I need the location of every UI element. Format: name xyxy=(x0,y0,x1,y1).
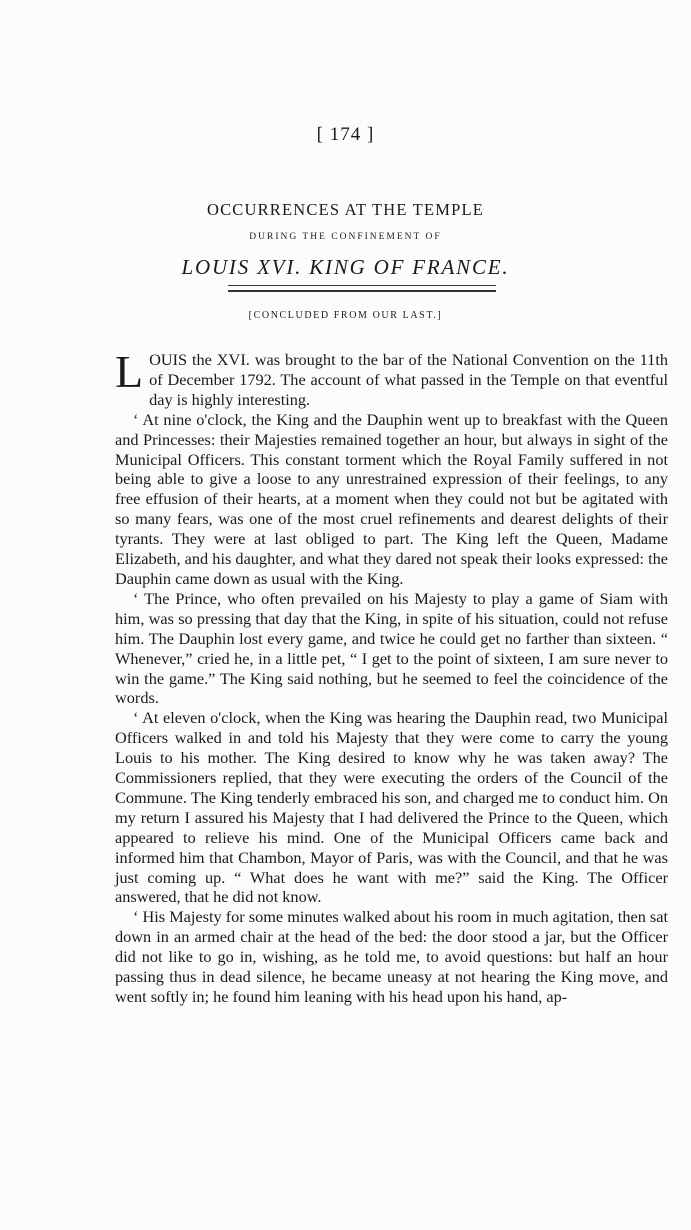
concluded-note: [CONCLUDED FROM OUR LAST.] xyxy=(248,310,443,321)
drop-cap: L xyxy=(115,346,144,397)
page-number: [ 174 ] xyxy=(316,124,375,145)
article-body xyxy=(115,346,668,1007)
article-subtitle: DURING THE CONFINEMENT OF xyxy=(249,232,442,242)
article-title: OCCURRENCES AT THE TEMPLE xyxy=(206,200,485,219)
paragraph: ‘ His Majesty for some minutes walked about his room in much agitation, then sat down in an armed chair at the head of the bed: the door stood a jar, but the Officer did not like to go in, wishing, as he told me, to avoid questions: but half an hour passing thus in dead silence, he became uneasy at not hearing the King move, and went softly in; he found him leaning with his head upon his hand, ap- xyxy=(115,907,668,1006)
paragraph: ‘ At eleven o'clock, when the King was hearing the Dauphin read, two Municipal Officers walked in and told his Majesty that they were come to carry the young Louis to his mother. The King desired to know why he was taken away? The Commissioners replied, that they were executing the orders of the Council of the Commune. The King tenderly embraced his son, and charged me to conduct him. On my return I assured his Majesty that I had delivered the Prince to the Queen, which appeared to relieve his mind. One of the Municipal Officers came back and informed him that Chambon, Mayor of Paris, was with the Council, and that he was just coming up. “ What does he want with me?” said the King. The Officer answered, that he did not know. xyxy=(115,708,668,907)
paragraph: ‘ At nine o'clock, the King and the Dauphin went up to breakfast with the Queen and Princesses: their Majesties remained together an hour, but always in sight of the Municipal Officers. This constant torment which the Royal Family suffered in not being able to give a loose to any unrestrained expression of their feelings, to any free effusion of their hearts, at a moment when they could not but be agitated with so many fears, was one of the most cruel refinements and dearest delights of their tyrants. They were at last obliged to part. The King left the Queen, Madame Elizabeth, and his daughter, and what they dared not speak their looks expressed: the Dauphin came down as usual with the King. xyxy=(115,409,668,588)
main-heading: LOUIS XVI. KING OF FRANCE. xyxy=(181,255,510,279)
heading-rule-thick xyxy=(228,290,496,292)
paragraph xyxy=(115,346,668,410)
paragraph: ‘ The Prince, who often prevailed on his Majesty to play a game of Siam with him, was so pressing that day that the King, in spite of his situation, could not refuse him. The Dauphin lost every game, and twice he could get no farther than sixteen. “ Whenever,” cried he, in a little pet, “ I get to the point of sixteen, I am sure never to win the game.” The King said nothing, but he seemed to feel the coincidence of the words. xyxy=(115,588,668,708)
paragraph-text: OUIS the XVI. was brought to the bar of the National Convention on the 11th of December 1792. The account of what passed in the Temple on that eventful day is highly interesting. xyxy=(149,350,668,409)
heading-rule-thin xyxy=(228,285,496,286)
